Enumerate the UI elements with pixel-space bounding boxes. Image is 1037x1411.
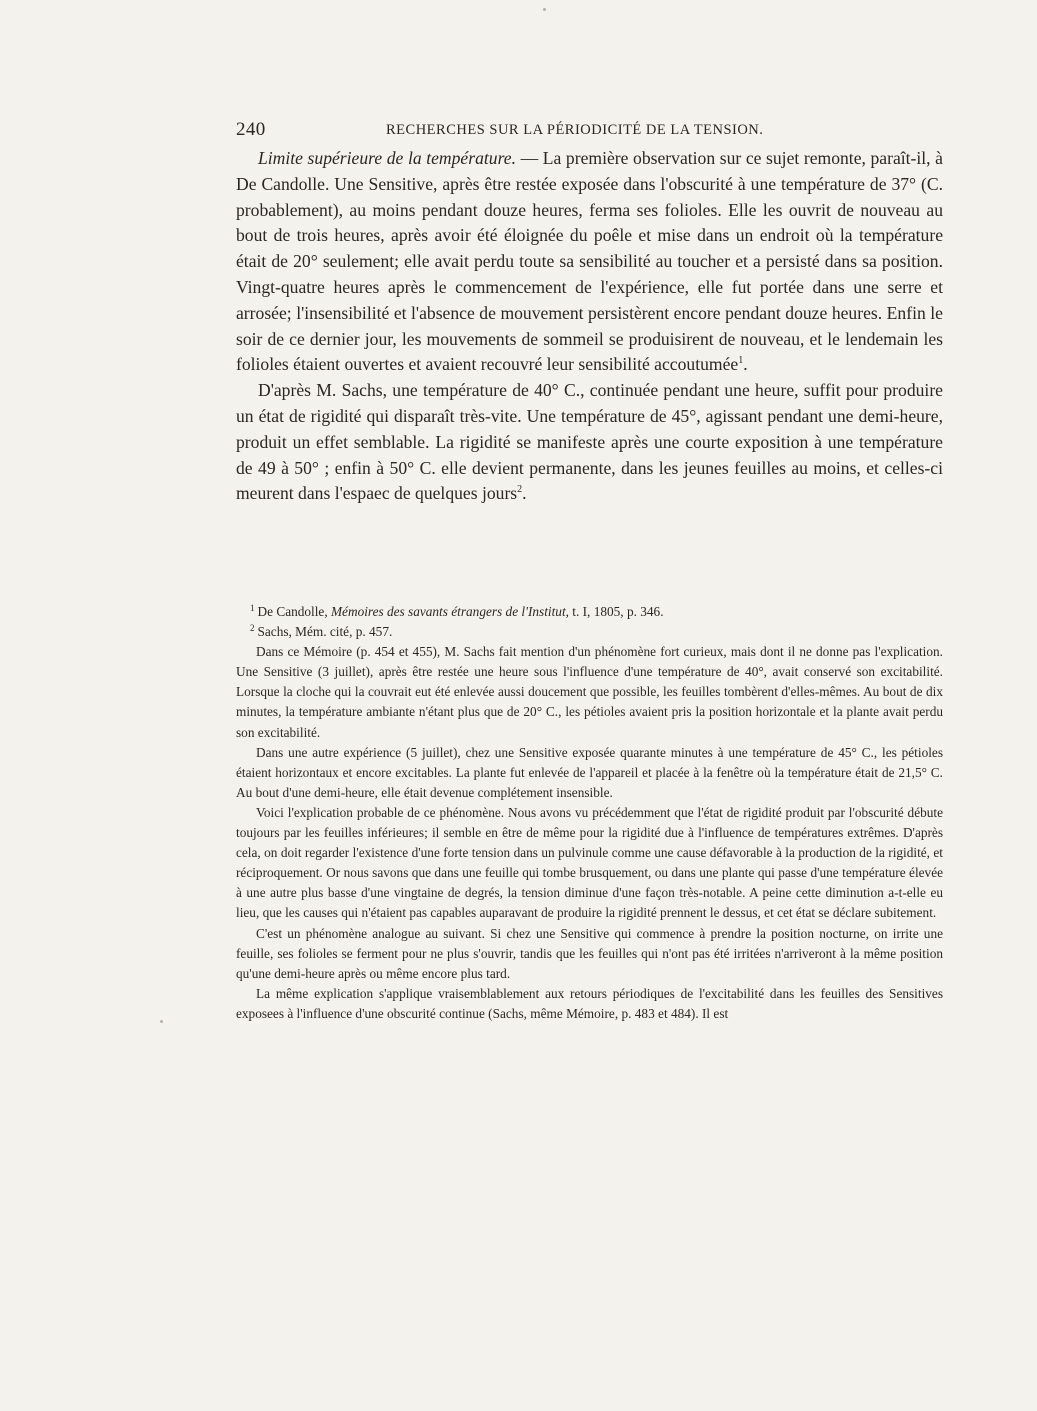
running-title: RECHERCHES SUR LA PÉRIODICITÉ DE LA TENSION. <box>386 122 764 138</box>
paragraph-end: . <box>743 354 748 375</box>
paper-speck <box>160 1020 163 1023</box>
paragraph-sachs-observations <box>236 378 943 507</box>
footnote-paragraph: La même explication s'applique vraisemblablement aux retours périodiques de l'excitabilité dans les feuilles des Sensitives exposees à l'influence d'une obscurité continue (Sachs, même Mémoire, p. 483 et 484). Il est <box>236 985 943 1021</box>
footnote-paragraph: Voici l'explication probable de ce phénomène. Nous avons vu précédemment que l'état de rigidité produit par l'obscurité débute toujours par les feuilles inférieures; il semble en être de même pour la rigidité due à l'influence de températures extrêmes. D'après cela, on doit regarder l'existence d'une forte tension dans un pulvinule comme une cause défavorable à la production de la rigidité, et réciproquement. Or nous savons que dans une feuille qui tombe brusquement, ou dans une plante qui passe d'une température élevée à une autre plus basse d'une vingtaine de degrés, la tension diminue d'une façon très-notable. A peine cette diminution a-t-elle eu lieu, que les causes qui n'étaient pas capables auparavant de produire la rigidité prennent le dessus, et cet état se déclare subitement. <box>236 804 943 921</box>
footnote-1 <box>236 602 943 622</box>
footnote-2 <box>236 622 943 642</box>
footnote-citation: Sachs, Mém. cité, p. 457. <box>257 624 393 640</box>
paragraph-text: D'après M. Sachs, une température de 40° C., continuée pendant une heure, suffit pour produire un état de rigidité qui disparaît très-vite. Une température de 45°, agissant pendant une demi-heure, produit un effet semblable. La rigidité se manifeste après une courte exposition à une température de 49 à 50° ; enfin à 50° C. elle devient permanente, dans les jeunes feuilles au moins, et celles-ci meurent dans l'espaec de quelques jours <box>236 380 943 504</box>
footnote-citation: , t. I, 1805, p. 346. <box>565 604 664 619</box>
footnote-author: De Candolle, <box>257 604 331 619</box>
paragraph-upper-temperature-limit <box>236 146 943 378</box>
running-head <box>236 119 943 143</box>
footnote-paragraph: C'est un phénomène analogue au suivant. Si chez une Sensitive qui commence à prendre la position nocturne, on irrite une feuille, ses folioles se ferment pour ne plus s'ouvrir, tandis que les feuilles qui n'ont pas été irritées n'arriveront à la même position qu'une demi-heure après ou même encore plus tard. <box>236 925 943 981</box>
paragraph-text: — La première observation sur ce sujet remonte, paraît-il, à De Candolle. Une Sensitive, après être restée exposée dans l'obscurité à une température de 37° (C. probablement), au moins pendant douze heures, ferma ses folioles. Elle les ouvrit de nouveau au bout de trois heures, après avoir été éloignée du poêle et mise dans un endroit où la température était de 20° seulement; elle avait perdu toute sa sensibilité au toucher et a persisté dans sa position. Vingt-quatre heures après le commencement de l'expérience, elle fut portée dans une serre et arrosée; l'insensibilité et l'absence de mouvement persistèrent encore pendant douze heures. Enfin le soir de ce dernier jour, les mouvements de sommeil se produisirent de nouveau, et le lendemain les folioles étaient ouvertes et avaient recouvré leur sensibilité accoutumée <box>236 148 943 375</box>
page-number: 240 <box>236 119 266 140</box>
footnote-mark: 2 <box>250 622 255 633</box>
section-heading: Limite supérieure de la température. <box>258 148 516 168</box>
footnote-ref-1[interactable]: 1 <box>738 355 744 367</box>
footnote-mark: 1 <box>250 602 255 613</box>
footnote-paragraph: Dans une autre expérience (5 juillet), chez une Sensitive exposée quarante minutes à une température de 45° C., les pétioles étaient horizontaux et encore excitables. La plante fut enlevée de l'appareil et placée à la fenêtre où la température était de 21,5° C. Au bout d'une demi-heure, elle était devenue complétement insensible. <box>236 744 943 800</box>
main-text <box>236 146 943 507</box>
footnote-work-title: Mémoires des savants étrangers de l'Institut <box>330 604 566 619</box>
paper-speck <box>543 8 546 11</box>
footnotes <box>236 602 943 1024</box>
footnote-ref-2[interactable]: 2 <box>517 484 523 496</box>
paragraph-end: . <box>522 483 527 504</box>
footnote-paragraph: Dans ce Mémoire (p. 454 et 455), M. Sachs fait mention d'un phénomène fort curieux, mais dont il ne donne pas l'explication. Une Sensitive (3 juillet), après être restée une heure sous l'influence d'une température de 40°, avait conservé son excitabilité. Lorsque la cloche qui la couvrait eut été enlevée aussi doucement que possible, les feuilles tombèrent d'elles-mêmes. Au bout de dix minutes, la température ambiante n'étant plus que de 20° C., les pétioles avaient pris la position horizontale et la plante avait perdu son excitabilité. <box>236 644 943 740</box>
